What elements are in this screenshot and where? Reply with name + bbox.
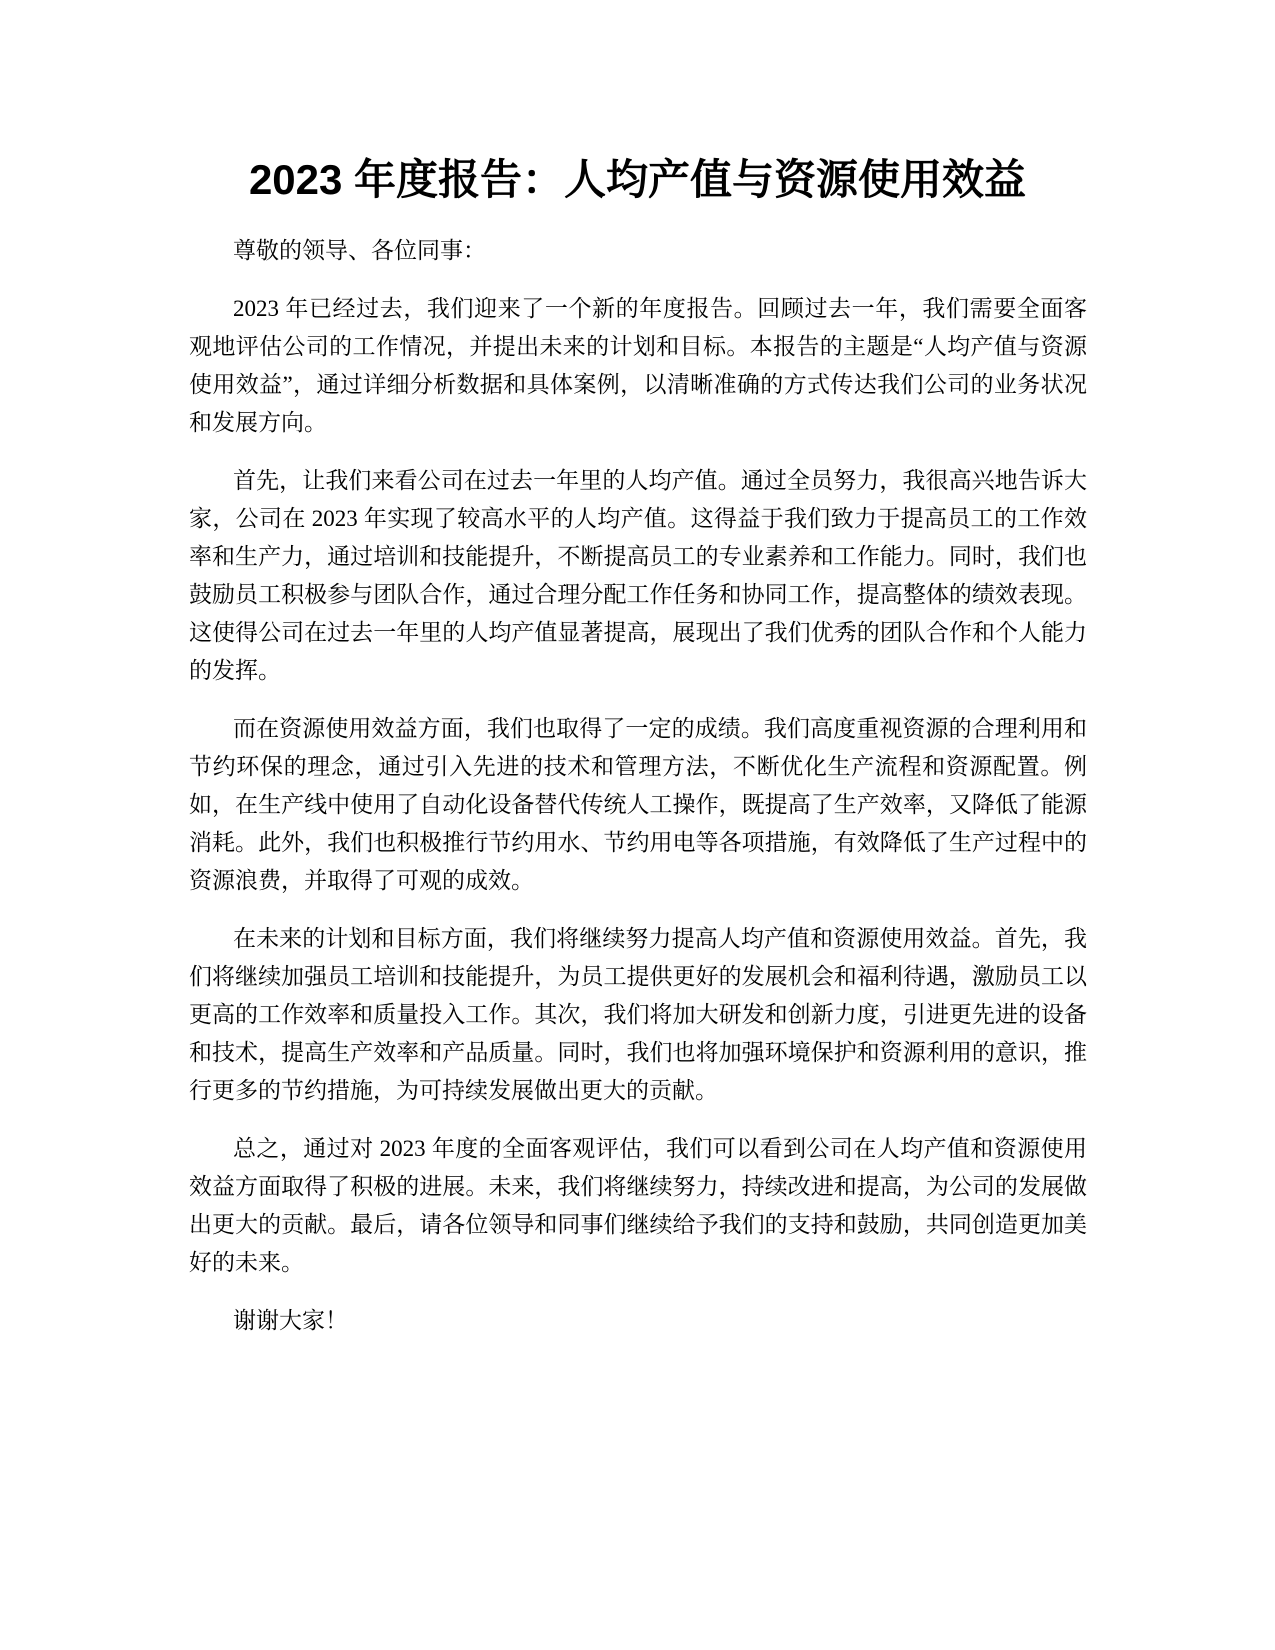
output-per-capita-paragraph: 首先，让我们来看公司在过去一年里的人均产值。通过全员努力，我很高兴地告诉大家，公司在 2023 年实现了较高水平的人均产值。这得益于我们致力于提高员工的工作效率和生产力，通过培训和技能提升，不断提高员工的专业素养和工作能力。同时，我们也鼓励员工积极参与团队合作，通过合理分配工作任务和协同工作，提高整体的绩效表现。这使得公司在过去一年里的人均产值显著提高，展现出了我们优秀的团队合作和个人能力的发挥。 (189, 468, 1087, 683)
future-plans-paragraph: 在未来的计划和目标方面，我们将继续努力提高人均产值和资源使用效益。首先，我们将继续加强员工培训和技能提升，为员工提供更好的发展机会和福利待遇，激励员工以更高的工作效率和质量投入工作。其次，我们将加大研发和创新力度，引进更先进的设备和技术，提高生产效率和产品质量。同时，我们也将加强环境保护和资源利用的意识，推行更多的节约措施，为可持续发展做出更大的贡献。 (189, 926, 1087, 1103)
conclusion-paragraph: 总之，通过对 2023 年度的全面客观评估，我们可以看到公司在人均产值和资源使用效益方面取得了积极的进展。未来，我们将继续努力，持续改进和提高，为公司的发展做出更大的贡献。最后，请各位领导和同事们继续给予我们的支持和鼓励，共同创造更加美好的未来。 (189, 1136, 1087, 1275)
document-title: 2023 年度报告：人均产值与资源使用效益 (248, 156, 1027, 203)
intro-paragraph: 2023 年已经过去，我们迎来了一个新的年度报告。回顾过去一年，我们需要全面客观地评估公司的工作情况，并提出未来的计划和目标。本报告的主题是“人均产值与资源使用效益”，通过详细分析数据和具体案例，以清晰准确的方式传达我们公司的业务状况和发展方向。 (189, 296, 1087, 435)
document-body (189, 232, 1087, 1360)
closing-paragraph: 谢谢大家！ (233, 1308, 348, 1333)
salutation-paragraph: 尊敬的领导、各位同事： (233, 238, 486, 263)
resource-efficiency-paragraph: 而在资源使用效益方面，我们也取得了一定的成绩。我们高度重视资源的合理利用和节约环保的理念，通过引入先进的技术和管理方法，不断优化生产流程和资源配置。例如，在生产线中使用了自动化设备替代传统人工操作，既提高了生产效率，又降低了能源消耗。此外，我们也积极推行节约用水、节约用电等各项措施，有效降低了生产过程中的资源浪费，并取得了可观的成效。 (189, 716, 1087, 893)
